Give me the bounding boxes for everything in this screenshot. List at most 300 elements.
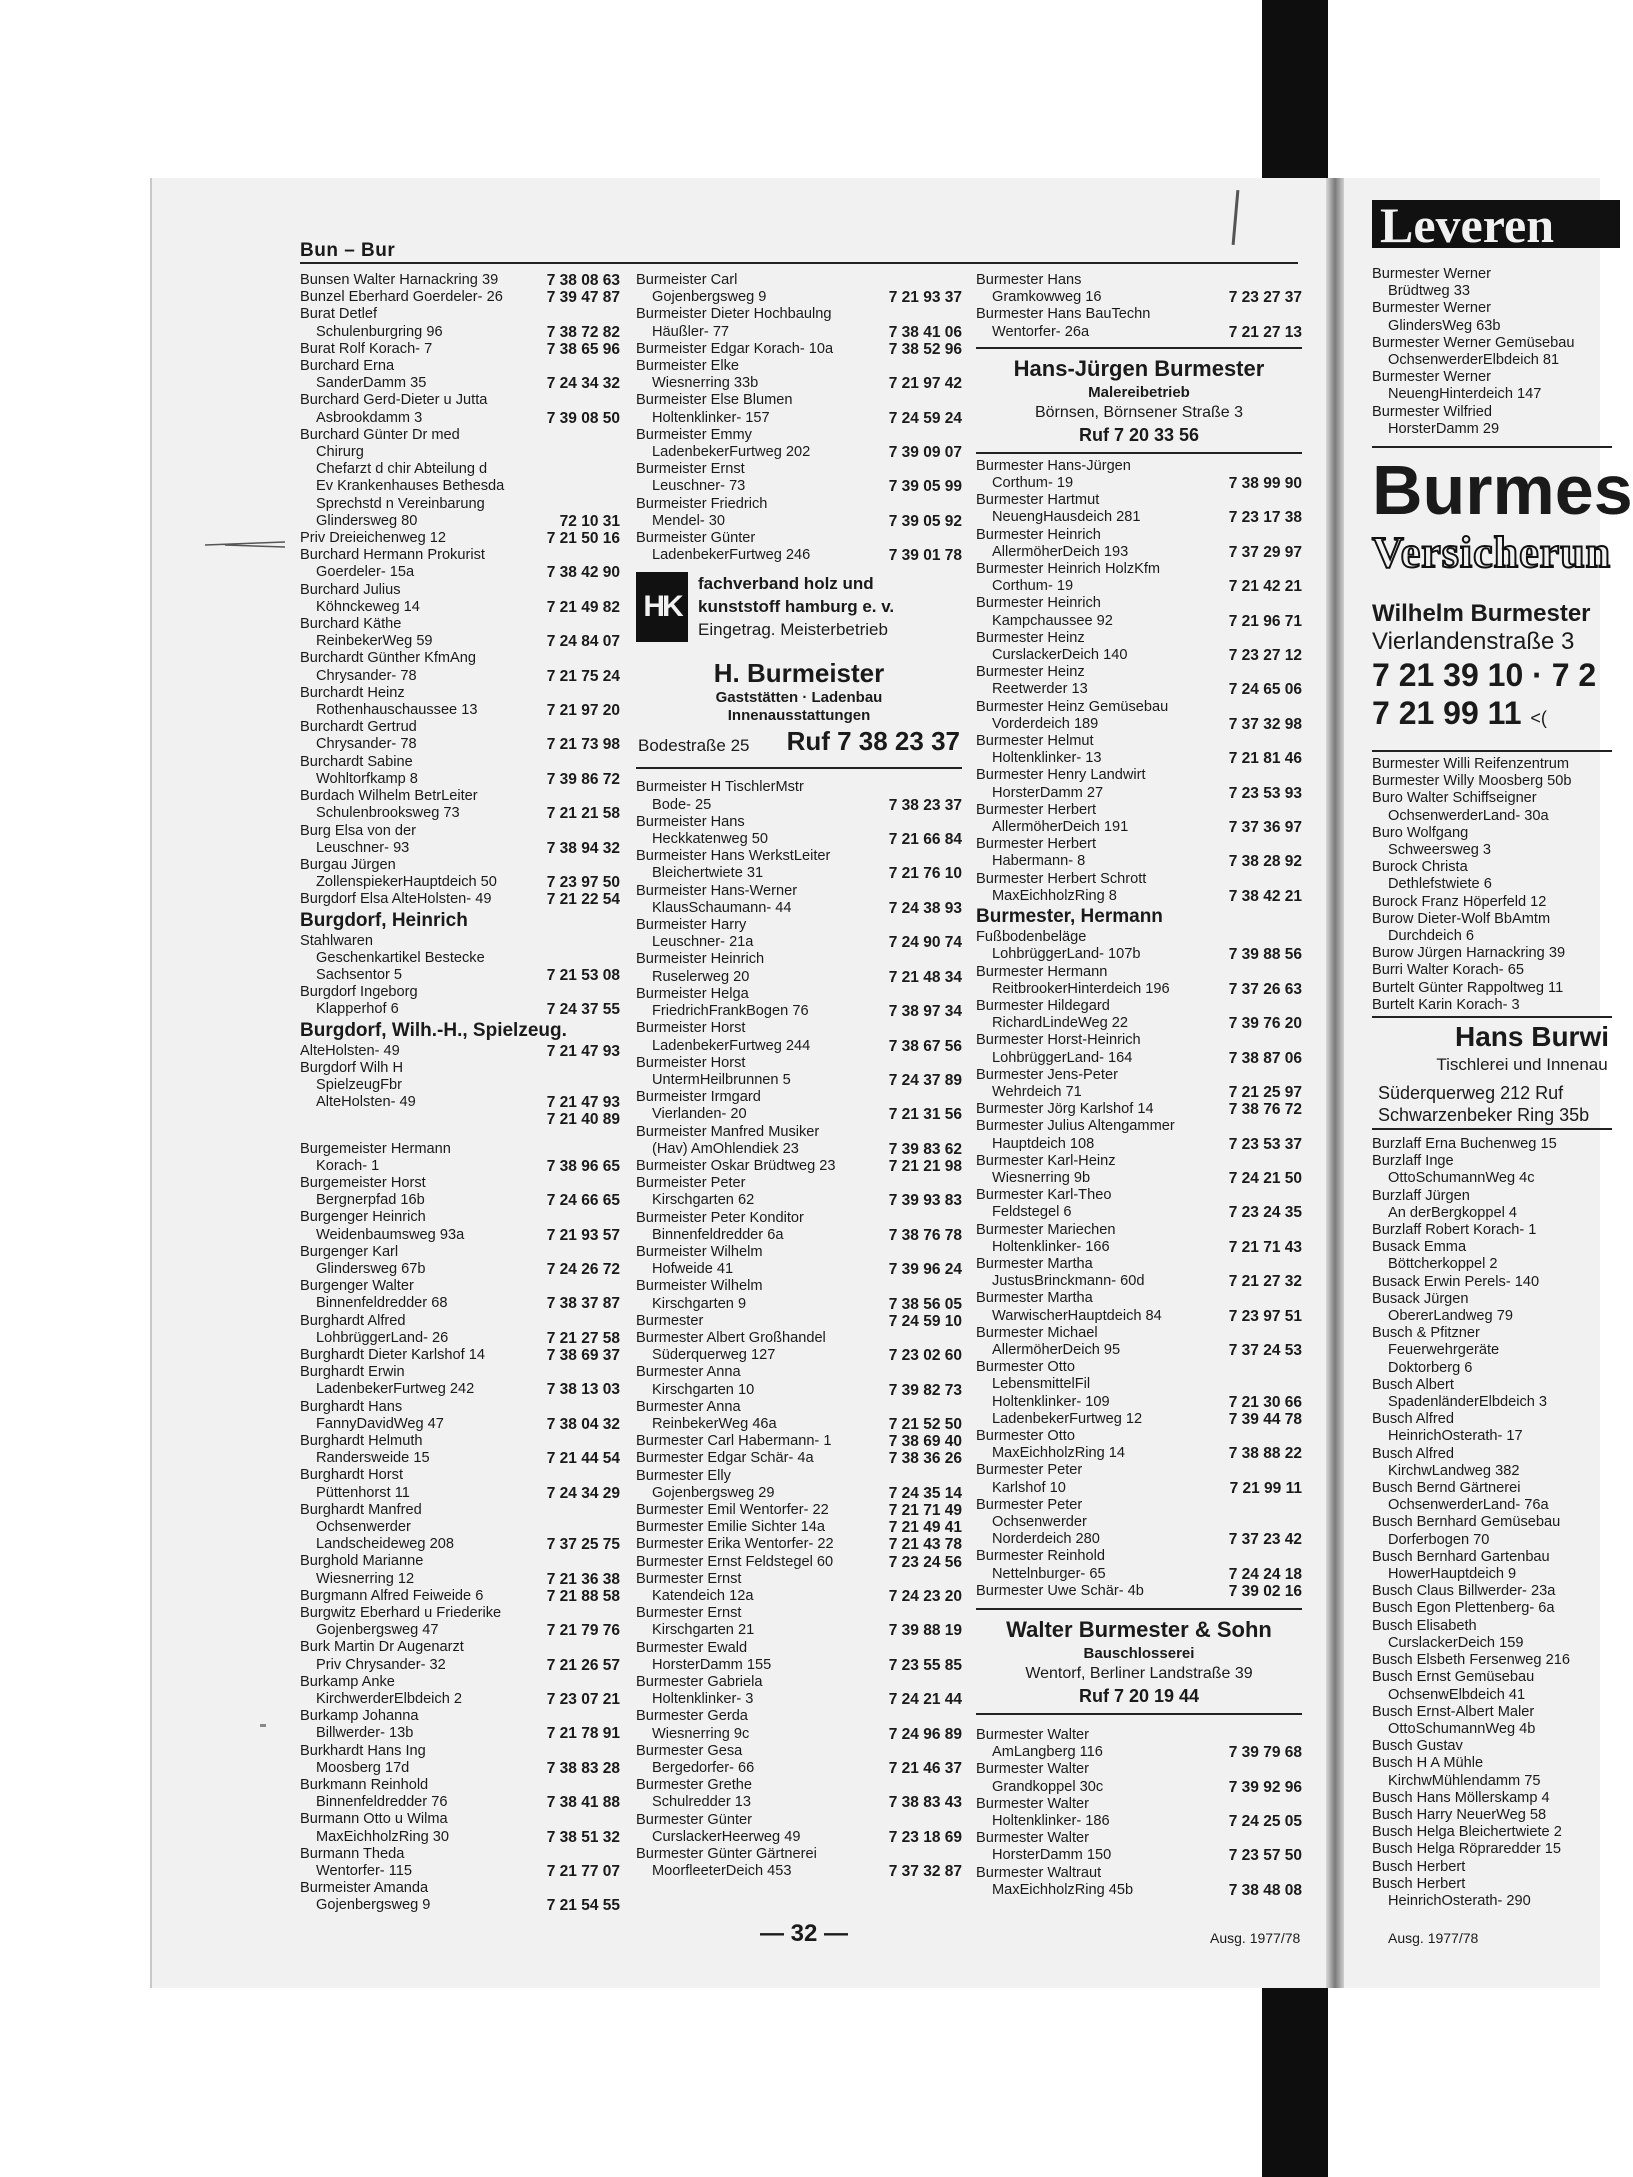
listing-line: Holtenklinker- 109 xyxy=(992,1393,1110,1410)
listing-entry xyxy=(636,392,962,426)
phone-number: 7 38 13 03 xyxy=(546,1381,620,1399)
listing-entry xyxy=(636,341,962,358)
listing-line: Burmeister Peter xyxy=(636,1175,746,1192)
listing-line: Burmeister Emmy xyxy=(636,426,752,443)
listing-entry xyxy=(300,358,620,392)
column-3 xyxy=(976,272,1302,1899)
phone-number: 7 21 40 89 xyxy=(546,1111,620,1129)
listing-line: Nettelnburger- 65 xyxy=(992,1565,1106,1582)
phone-number: 7 38 37 87 xyxy=(546,1295,620,1313)
column-2 xyxy=(636,272,962,1880)
listing-entry xyxy=(300,1639,620,1673)
listing-line: Häußler- 77 xyxy=(652,323,730,340)
listing-line: Asbrookdamm 3 xyxy=(316,409,423,426)
listing-line: Burmester Heinz xyxy=(976,664,1085,681)
listing-line: Busch H A Mühle xyxy=(1372,1755,1484,1772)
listing-line: WarwischerHauptdeich 84 xyxy=(992,1307,1162,1324)
phone-number: 7 21 79 76 xyxy=(546,1622,620,1640)
listing-line: Burmester Reinhold xyxy=(976,1548,1105,1565)
phone-number: 7 39 02 16 xyxy=(1228,1582,1302,1600)
listing-line: Burgwitz Eberhard u Friederike xyxy=(300,1605,502,1622)
listing-entry xyxy=(636,883,962,917)
listing-entry xyxy=(300,1674,620,1708)
listing-line: Burmeister Hans WerkstLeiter xyxy=(636,848,831,865)
phone-number: 7 23 17 38 xyxy=(1228,509,1302,527)
column-2-entries-a xyxy=(636,272,962,564)
listing-line: Burgenger Karl xyxy=(300,1243,399,1260)
phone-number: 7 37 24 53 xyxy=(1228,1341,1302,1359)
phone-number: 7 21 88 58 xyxy=(546,1587,620,1605)
listing-line: Burmester Heinrich xyxy=(976,526,1101,543)
listing-line: Busch Helga Röpraredder 15 xyxy=(1372,1841,1562,1858)
listing-entry xyxy=(300,857,620,891)
listing-line: Geschenkartikel Bestecke xyxy=(316,949,485,966)
listing-entry xyxy=(300,1467,620,1501)
listing-line: Busack Jürgen xyxy=(1372,1290,1469,1307)
listing-line: LohbrüggerLand- 164 xyxy=(992,1049,1133,1066)
listing-entry xyxy=(300,392,620,426)
listing-line: Burghardt Dieter Karlshof 14 xyxy=(300,1346,485,1363)
wilhelm-burmester-ad xyxy=(1372,600,1596,737)
listing-line: Burdach Wilhelm BetrLeiter xyxy=(300,788,478,805)
listing-entry xyxy=(976,1411,1302,1428)
listing-line: Dorferbogen 70 xyxy=(1388,1531,1490,1548)
listing-line: MoorfleeterDeich 453 xyxy=(652,1863,792,1880)
listing-line: Dethlefstwiete 6 xyxy=(1388,876,1492,893)
right-page-big-name: Burmes xyxy=(1372,451,1633,529)
listing-line: Bode- 25 xyxy=(652,796,712,813)
phone-number: 7 38 51 32 xyxy=(546,1828,620,1846)
phone-number: 7 21 30 66 xyxy=(1228,1393,1302,1411)
listing-entry xyxy=(300,1777,620,1811)
listing-line: Chrysander- 78 xyxy=(316,667,417,684)
listing-line: Landscheideweg 208 xyxy=(316,1536,454,1553)
ad-company-name: Wilhelm Burmester xyxy=(1372,600,1591,627)
listing-line: Burmann Otto u Wilma xyxy=(300,1811,448,1828)
phone-number: 7 24 84 07 xyxy=(546,633,620,651)
listing-line: Burri Walter Korach- 65 xyxy=(1372,962,1524,979)
listing-entry xyxy=(300,1060,620,1112)
listing-entry xyxy=(976,1032,1302,1066)
listing-entry xyxy=(636,1124,962,1158)
listing-line: Feldstegel 6 xyxy=(992,1204,1072,1221)
listing-entry xyxy=(300,1278,620,1312)
listing-line: Burgdorf Wilh H xyxy=(300,1059,403,1076)
listing-line: LadenbekerFurtweg 12 xyxy=(992,1410,1143,1427)
listing-line: Burmester Gesa xyxy=(636,1742,743,1759)
phone-number: 7 39 93 83 xyxy=(888,1192,962,1210)
phone-number: 7 39 79 68 xyxy=(1228,1744,1302,1762)
listing-line: JustusBrinckmann- 60d xyxy=(992,1273,1145,1290)
listing-entry xyxy=(300,1811,620,1845)
column-1 xyxy=(300,272,620,1915)
listing-line: Klapperhof 6 xyxy=(316,1001,399,1018)
right-page-rule xyxy=(1372,750,1612,752)
listing-line: Leuschner- 93 xyxy=(316,839,410,856)
listing-line: Burmeister Wilhelm xyxy=(636,1243,763,1260)
listing-line: Holtenklinker- 3 xyxy=(652,1691,754,1708)
phone-number: 7 24 21 44 xyxy=(888,1691,962,1709)
listing-line: Burmester Ernst xyxy=(636,1605,742,1622)
listing-line: Böttcherkoppel 2 xyxy=(1388,1256,1498,1273)
listing-line: Holtenklinker- 157 xyxy=(652,409,770,426)
listing-entry xyxy=(976,1428,1302,1462)
listing-line: Busch Claus Billwerder- 23a xyxy=(1372,1583,1556,1600)
listing-entry xyxy=(636,496,962,530)
listing-entry xyxy=(636,1777,962,1811)
ad-subtitle: Tischlerei und Innenau xyxy=(1436,1055,1608,1074)
listing-line: MaxEichholzRing 30 xyxy=(316,1828,450,1845)
listing-line: Burmester Walter xyxy=(976,1795,1089,1812)
listing-line: Kirschgarten 21 xyxy=(652,1622,755,1639)
phone-number: 7 38 48 08 xyxy=(1228,1881,1302,1899)
phone-number: 7 24 25 05 xyxy=(1228,1813,1302,1831)
phone-number: 7 38 69 37 xyxy=(546,1346,620,1364)
listing-line: Busch Herbert xyxy=(1372,1875,1466,1892)
listing-line: Burghardt Hans xyxy=(300,1398,403,1415)
ad-street: Vierlandenstraße 3 xyxy=(1372,628,1575,655)
listing-line: Kirschgarten 62 xyxy=(652,1192,755,1209)
listing-entry xyxy=(300,823,620,857)
listing-line: Burchard Hermann Prokurist xyxy=(300,547,485,564)
listing-line: Burmeister Elke xyxy=(636,358,739,375)
phone-number: 7 21 93 57 xyxy=(546,1226,620,1244)
listing-entry xyxy=(636,814,962,848)
listing-line: Burock Christa xyxy=(1372,859,1468,876)
listing-line: Burmester Otto xyxy=(976,1359,1075,1376)
listing-entry xyxy=(976,1497,1302,1549)
listing-line: UntermHeilbrunnen 5 xyxy=(652,1071,791,1088)
phone-number: 7 21 49 41 xyxy=(888,1519,962,1537)
listing-line: Leuschner- 21a xyxy=(652,934,754,951)
listing-line: Brüdtweg 33 xyxy=(1388,283,1470,300)
phone-number: 7 39 96 24 xyxy=(888,1261,962,1279)
listing-line: AmLangberg 116 xyxy=(992,1744,1103,1761)
listing-entry xyxy=(636,1450,962,1467)
listing-line: Burgdorf Ingeborg xyxy=(300,984,418,1001)
listing-line: Burchardt Gertrud xyxy=(300,719,417,736)
listing-line: Burmester Helmut xyxy=(976,733,1094,750)
listing-line: Burmeister Oskar Brüdtweg 23 xyxy=(636,1157,836,1174)
listing-entry xyxy=(976,272,1302,306)
phone-number: 7 21 21 58 xyxy=(546,805,620,823)
listing-entry xyxy=(300,1347,620,1364)
listing-line: Burghardt Helmuth xyxy=(300,1433,423,1449)
listing-line: Burmeister Carl xyxy=(636,272,738,288)
listing-line: Burghardt Manfred xyxy=(300,1501,422,1518)
listing-entry xyxy=(636,1055,962,1089)
phone-number: 7 24 96 89 xyxy=(888,1725,962,1743)
h-burmeister-ad xyxy=(636,647,962,769)
listing-line: Ochsenwerder xyxy=(992,1514,1087,1530)
listing-line: LadenbekerFurtweg 202 xyxy=(652,444,811,461)
listing-entry xyxy=(976,1462,1302,1496)
listing-line: Burmester Werner xyxy=(1372,266,1491,282)
listing-line: Burmester Carl Habermann- 1 xyxy=(636,1433,832,1450)
listing-line: Busch Ernst-Albert Maler xyxy=(1372,1703,1535,1720)
listing-line: Burmester Grethe xyxy=(636,1777,752,1794)
listing-line: Burmester Emil Wentorfer- 22 xyxy=(636,1501,829,1518)
listing-line: Burmester Hans BauTechn xyxy=(976,306,1151,323)
phone-number: 7 38 88 22 xyxy=(1228,1445,1302,1463)
listing-entry xyxy=(636,848,962,882)
column-2-entries-b xyxy=(636,779,962,1880)
phone-number: 7 39 92 96 xyxy=(1228,1778,1302,1796)
phone-number: 7 21 44 54 xyxy=(546,1450,620,1468)
listing-entry xyxy=(636,1554,962,1571)
listing-line: Burgemeister Hermann xyxy=(300,1140,451,1157)
listing-line: Burgenger Heinrich xyxy=(300,1209,426,1226)
listing-line: Burgmann Alfred Feiweide 6 xyxy=(300,1587,484,1604)
listing-line: Burzlaff Jürgen xyxy=(1372,1187,1470,1204)
listing-entry xyxy=(300,1502,620,1554)
phone-number: 7 23 53 37 xyxy=(1228,1135,1302,1153)
phone-number: 7 21 26 57 xyxy=(546,1656,620,1674)
listing-line: Busch Bernhard Gartenbau xyxy=(1372,1548,1550,1565)
listing-line: Burmester Herbert xyxy=(976,801,1097,818)
listing-line: Burzlaff Robert Korach- 1 xyxy=(1372,1222,1537,1239)
listing-entry xyxy=(636,530,962,564)
listing-line: MaxEichholzRing 8 xyxy=(992,887,1117,904)
phone-number: 7 38 56 05 xyxy=(888,1295,962,1313)
phone-number: 7 23 97 51 xyxy=(1228,1307,1302,1325)
listing-entry xyxy=(300,1043,620,1060)
listing-entry xyxy=(976,1830,1302,1864)
phone-number: 7 39 86 72 xyxy=(546,770,620,788)
listing-entry xyxy=(976,1796,1302,1830)
listing-line: Burmeister Horst xyxy=(636,1020,746,1037)
ad-address: Börnsen, Börnsener Straße 3 xyxy=(1034,403,1244,421)
listing-line: Burmann Theda xyxy=(300,1845,405,1862)
listing-entry xyxy=(300,1880,620,1914)
phone-number: 7 37 26 63 xyxy=(1228,980,1302,998)
listing-line: KlausSchaumann- 44 xyxy=(652,899,792,916)
listing-line: Hofweide 41 xyxy=(652,1261,734,1278)
listing-line: Busch Ernst Gemüsebau xyxy=(1372,1669,1535,1686)
phone-number: 7 38 41 06 xyxy=(888,323,962,341)
listing-entry xyxy=(636,1158,962,1175)
listing-line: AllermöherDeich 191 xyxy=(992,819,1129,836)
listing-entry xyxy=(300,891,620,908)
listing-line: Burat Detlef xyxy=(300,306,378,323)
phone-number: 7 39 44 78 xyxy=(1228,1410,1302,1428)
listing-line: Gramkowweg 16 xyxy=(992,289,1102,306)
ad-phone xyxy=(1372,694,1596,737)
listing-line: Burmester Gerda xyxy=(636,1708,748,1725)
listing-line: Busch & Pfitzner xyxy=(1372,1325,1480,1342)
phone-number: 7 38 23 37 xyxy=(888,796,962,814)
phone-number: 7 38 87 06 xyxy=(1228,1049,1302,1067)
listing-line: Burmeister Wilhelm xyxy=(636,1278,763,1295)
listing-entry xyxy=(976,664,1302,698)
phone-number: 7 38 67 56 xyxy=(888,1037,962,1055)
listing-line: LohbrüggerLand- 26 xyxy=(316,1329,449,1346)
listing-line: Burmester Walter xyxy=(976,1727,1089,1744)
listing-line: Burghardt Erwin xyxy=(300,1364,405,1381)
listing-entry xyxy=(636,358,962,392)
listing-line: Burkhardt Hans Ing xyxy=(300,1742,426,1759)
ad-phone: Ruf 7 20 19 44 xyxy=(1078,1686,1200,1707)
listing-line: Busch Alfred xyxy=(1372,1411,1454,1428)
listing-line: Busch Egon Plettenberg- 6a xyxy=(1372,1600,1555,1617)
ad-subtitle: Innenausstattungen xyxy=(727,707,871,725)
listing-line: Burmester Albert Großhandel xyxy=(636,1329,826,1346)
phone-number: 7 23 53 93 xyxy=(1228,784,1302,802)
listing-entry xyxy=(636,1468,962,1502)
listing-line: LadenbekerFurtweg 246 xyxy=(652,547,811,564)
ad-company-name: Walter Burmester & Sohn xyxy=(1006,1617,1272,1643)
listing-entry xyxy=(300,933,620,985)
hans-juergen-ad xyxy=(976,347,1302,454)
phone-number: 7 24 34 32 xyxy=(546,375,620,393)
listing-line: Habermann- 8 xyxy=(992,853,1086,870)
column-3-entries-c xyxy=(976,1727,1302,1899)
listing-line: Burmester Walter xyxy=(976,1761,1089,1778)
listing-entry xyxy=(636,1364,962,1398)
listing-line: AlteHolsten- 49 xyxy=(316,1094,416,1111)
listing-line: Busch Herbert xyxy=(1372,1858,1466,1875)
phone-number: 7 37 25 75 xyxy=(546,1536,620,1554)
listing-line: Burtelt Karin Korach- 3 xyxy=(1372,996,1520,1013)
listing-line: Burmeister Edgar Korach- 10a xyxy=(636,340,834,357)
spacer xyxy=(300,1129,620,1141)
hans-burwi-ad xyxy=(1372,1020,1632,1076)
listing-line: Ochsenwerder xyxy=(316,1519,411,1536)
listing-line: Grandkoppel 30c xyxy=(992,1778,1104,1795)
listing-line: Rothenhauschaussee 13 xyxy=(316,702,478,719)
listing-entry xyxy=(300,1846,620,1880)
phone-number: 7 23 07 21 xyxy=(546,1691,620,1709)
listing-entry xyxy=(976,458,1302,492)
phone-number: 7 24 26 72 xyxy=(546,1260,620,1278)
listing-entry xyxy=(300,650,620,684)
listing-line: Burzlaff Inge xyxy=(1372,1153,1454,1170)
listing-line: Durchdeich 6 xyxy=(1388,928,1474,945)
phone-number: 7 38 42 90 xyxy=(546,564,620,582)
listing-line: Burmester Emilie Sichter 14a xyxy=(636,1519,825,1536)
listing-line: Burchardt Günther KfmAng xyxy=(300,650,477,667)
listing-entry xyxy=(300,582,620,616)
listing-line: AllermöherDeich 95 xyxy=(992,1341,1121,1358)
listing-line: Chrysander- 78 xyxy=(316,736,417,753)
phone-number: 7 38 76 72 xyxy=(1228,1101,1302,1119)
phone-number: 7 39 47 87 xyxy=(546,289,620,307)
listing-line: Burmester Michael xyxy=(976,1324,1098,1341)
phone-number: 7 37 36 97 xyxy=(1228,819,1302,837)
arrow-glyph: <( xyxy=(1530,708,1547,728)
listing-entry xyxy=(976,871,1302,905)
right-page-banner: Leveren xyxy=(1372,200,1620,248)
listing-line: Buro Walter Schiffseigner xyxy=(1372,790,1537,807)
ad-phone-2: 7 21 99 11 xyxy=(1372,695,1522,731)
page-number: — 32 — xyxy=(760,1920,849,1947)
listing-line: Heckkatenweg 50 xyxy=(652,831,769,848)
listing-entry xyxy=(636,779,962,813)
listing-line: Burmeister Hans-Werner xyxy=(636,882,798,899)
listing-entry xyxy=(636,1846,962,1880)
listing-line: KirchwMühlendamm 75 xyxy=(1388,1772,1541,1789)
listing-line: Burmeister Peter Konditor xyxy=(636,1209,804,1226)
phone-number: 7 21 27 32 xyxy=(1228,1273,1302,1291)
listing-line: Priv Dreieichenweg 12 xyxy=(300,530,447,547)
right-page-bottom-entries xyxy=(1372,1136,1570,1910)
phone-number: 7 21 27 58 xyxy=(546,1329,620,1347)
phone-number: 7 38 76 78 xyxy=(888,1226,962,1244)
phone-number: 7 21 22 54 xyxy=(546,891,620,909)
phone-number: 7 21 73 98 xyxy=(546,736,620,754)
listing-line: Burmester Anna xyxy=(636,1398,741,1415)
margin-arrow-mark xyxy=(205,538,285,552)
phone-number: 7 38 08 63 xyxy=(546,272,620,289)
listing-line: Binnenfeldredder 6a xyxy=(652,1226,784,1243)
listing-line: LebensmittelFil xyxy=(992,1376,1091,1393)
listing-line: Burmester Heinrich HolzKfm xyxy=(976,561,1161,578)
bold-listing-name: Burgdorf, Wilh.-H., Spielzeug. xyxy=(300,1019,567,1041)
listing-entry xyxy=(636,986,962,1020)
listing-line: Köhnckeweg 14 xyxy=(316,598,420,615)
listing-line: ReinbekerWeg 59 xyxy=(316,633,433,650)
ad-phone: Ruf 7 38 23 37 xyxy=(786,726,960,757)
listing-line: Burmeister Else Blumen xyxy=(636,392,793,409)
phone-number: 7 21 46 37 xyxy=(888,1760,962,1778)
listing-line: Busch Elisabeth xyxy=(1372,1617,1477,1634)
listing-line: Burmester Ernst xyxy=(636,1570,742,1587)
listing-line: Binnenfeldredder 68 xyxy=(316,1295,448,1312)
column-3-entries-a xyxy=(976,272,1302,341)
listing-line: Burmeister Ernst xyxy=(636,461,745,478)
listing-entry xyxy=(636,1708,962,1742)
listing-line: ReinbekerWeg 46a xyxy=(652,1415,777,1432)
phone-number: 7 21 36 38 xyxy=(546,1570,620,1588)
listing-entry xyxy=(976,1256,1302,1290)
listing-line: Wentorfer- 26a xyxy=(992,323,1090,340)
listing-line: Bergedorfer- 66 xyxy=(652,1760,755,1777)
listing-line: Süderquerweg 127 xyxy=(652,1347,776,1364)
listing-line: Wiesnerring 9c xyxy=(652,1725,750,1742)
listing-line: Wiesnerring 9b xyxy=(992,1169,1091,1186)
listing-line: Burmester Otto xyxy=(976,1427,1075,1444)
listing-line: Burmester Jens-Peter xyxy=(976,1066,1118,1083)
edition-label-right: Ausg. 1977/78 xyxy=(1388,1930,1479,1946)
right-page-rule xyxy=(1372,446,1612,448)
edition-label: Ausg. 1977/78 xyxy=(1210,1930,1301,1946)
listing-entry xyxy=(300,685,620,719)
listing-entry xyxy=(976,527,1302,561)
listing-entry xyxy=(300,1708,620,1742)
listing-line: Burmester Herbert Schrott xyxy=(976,870,1147,887)
listing-entry xyxy=(636,1536,962,1553)
listing-line: Bunsen Walter Harnackring 39 xyxy=(300,272,499,288)
listing-entry xyxy=(300,1588,620,1605)
listing-line: Burmester Willy Moosberg 50b xyxy=(1372,773,1572,790)
phone-number: 7 38 41 88 xyxy=(546,1794,620,1812)
listing-entry xyxy=(636,306,962,340)
phone-number: 7 21 93 37 xyxy=(888,289,962,307)
listing-line: Glindersweg 80 xyxy=(316,512,418,529)
listing-line: Burmester Günter Gärtnerei xyxy=(636,1846,817,1863)
listing-line: Burg Elsa von der xyxy=(300,822,417,839)
phone-number: 7 23 97 50 xyxy=(546,874,620,892)
phone-number: 7 38 94 32 xyxy=(546,839,620,857)
listing-line: Kampchaussee 92 xyxy=(992,612,1113,629)
listing-entry xyxy=(976,561,1302,595)
listing-entry xyxy=(976,1222,1302,1256)
phone-number: 7 21 47 93 xyxy=(546,1042,620,1060)
listing-entry xyxy=(636,1210,962,1244)
listing-line: HorsterDamm 27 xyxy=(992,784,1104,801)
listing-entry xyxy=(976,1865,1302,1899)
phone-number: 7 24 24 18 xyxy=(1228,1565,1302,1583)
